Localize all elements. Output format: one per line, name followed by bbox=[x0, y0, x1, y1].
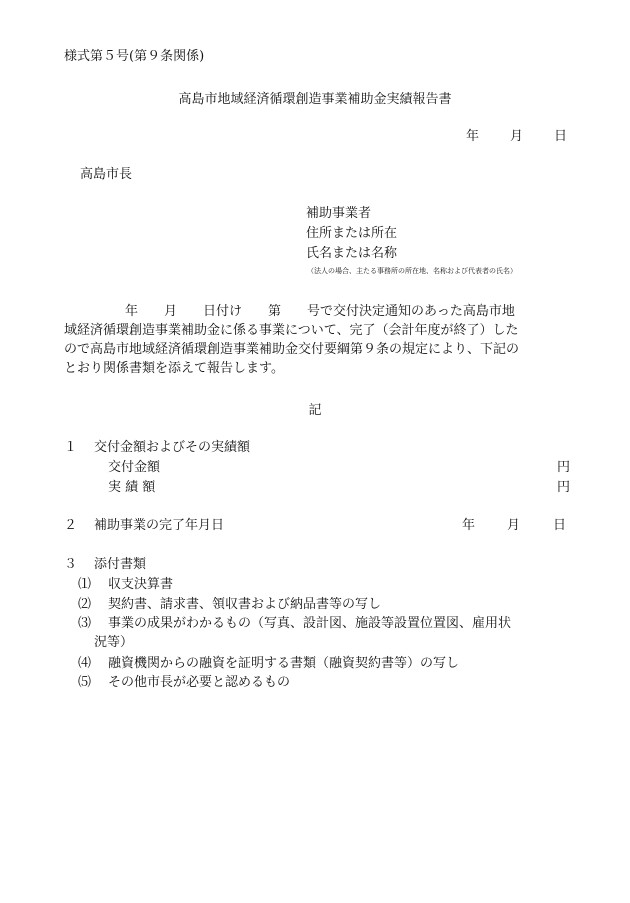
document-title: 高島市地域経済循環創造事業補助金実績報告書 bbox=[178, 92, 452, 107]
addressee: 高島市長 bbox=[80, 167, 133, 182]
grant-amount-label: 交付金額 bbox=[108, 460, 161, 475]
attachment-marker: ⑸ bbox=[78, 675, 92, 690]
attachment-item: その他市長が必要と認めるもの bbox=[108, 675, 291, 690]
applicant-label: 補助事業者 bbox=[306, 206, 372, 221]
applicant-name: 氏名または名称 bbox=[306, 246, 398, 261]
attachment-marker: ⑵ bbox=[78, 597, 92, 612]
date-day: 日 bbox=[554, 129, 568, 144]
date-month: 月 bbox=[510, 129, 524, 144]
completion-day: 日 bbox=[553, 518, 567, 533]
attachment-item: 収支決算書 bbox=[108, 577, 174, 592]
attachment-item: 事業の成果がわかるもの（写真、設計図、施設等設置位置図、雇用状 bbox=[108, 616, 512, 631]
body-line: 年 月 日付け 第 号で交付決定通知のあった高島市地 bbox=[125, 304, 515, 319]
body-paragraph bbox=[64, 302, 580, 378]
date-year: 年 bbox=[466, 129, 480, 144]
attachment-item: 融資機関からの融資を証明する書類（融資契約書等）の写し bbox=[108, 656, 460, 671]
section2-number: ２ bbox=[64, 518, 78, 533]
actual-amount-unit: 円 bbox=[557, 480, 571, 495]
attachment-marker: ⑶ bbox=[78, 616, 92, 631]
section1-number: １ bbox=[64, 440, 78, 455]
attachment-item: 契約書、請求書、領収書および納品書等の写し bbox=[108, 597, 382, 612]
section3-heading: 添付書類 bbox=[94, 557, 147, 572]
body-line: ので高島市地域経済循環創造事業補助金交付要綱第９条の規定により、下記の bbox=[64, 342, 520, 357]
section2-heading: 補助事業の完了年月日 bbox=[94, 518, 225, 533]
body-line: とおり関係書類を添えて報告します。 bbox=[64, 361, 284, 376]
completion-year: 年 bbox=[462, 518, 476, 533]
grant-amount-unit: 円 bbox=[557, 460, 571, 475]
attachment-item-continuation: 況等） bbox=[94, 635, 134, 650]
completion-month: 月 bbox=[507, 518, 521, 533]
section3-number: ３ bbox=[64, 557, 78, 572]
applicant-note: （法人の場合、主たる事務所の所在地、名称および代表者の氏名） bbox=[307, 267, 517, 275]
form-label: 様式第５号(第９条関係) bbox=[64, 49, 205, 64]
section1-heading: 交付金額およびその実績額 bbox=[94, 440, 251, 455]
attachment-marker: ⑴ bbox=[78, 577, 92, 592]
actual-amount-label: 実 績 額 bbox=[108, 480, 156, 495]
ki-heading: 記 bbox=[308, 403, 322, 418]
body-line: 域経済循環創造事業補助金に係る事業について、完了（会計年度が終了）した bbox=[64, 323, 519, 338]
applicant-address: 住所または所在 bbox=[306, 226, 398, 241]
attachment-marker: ⑷ bbox=[78, 656, 92, 671]
